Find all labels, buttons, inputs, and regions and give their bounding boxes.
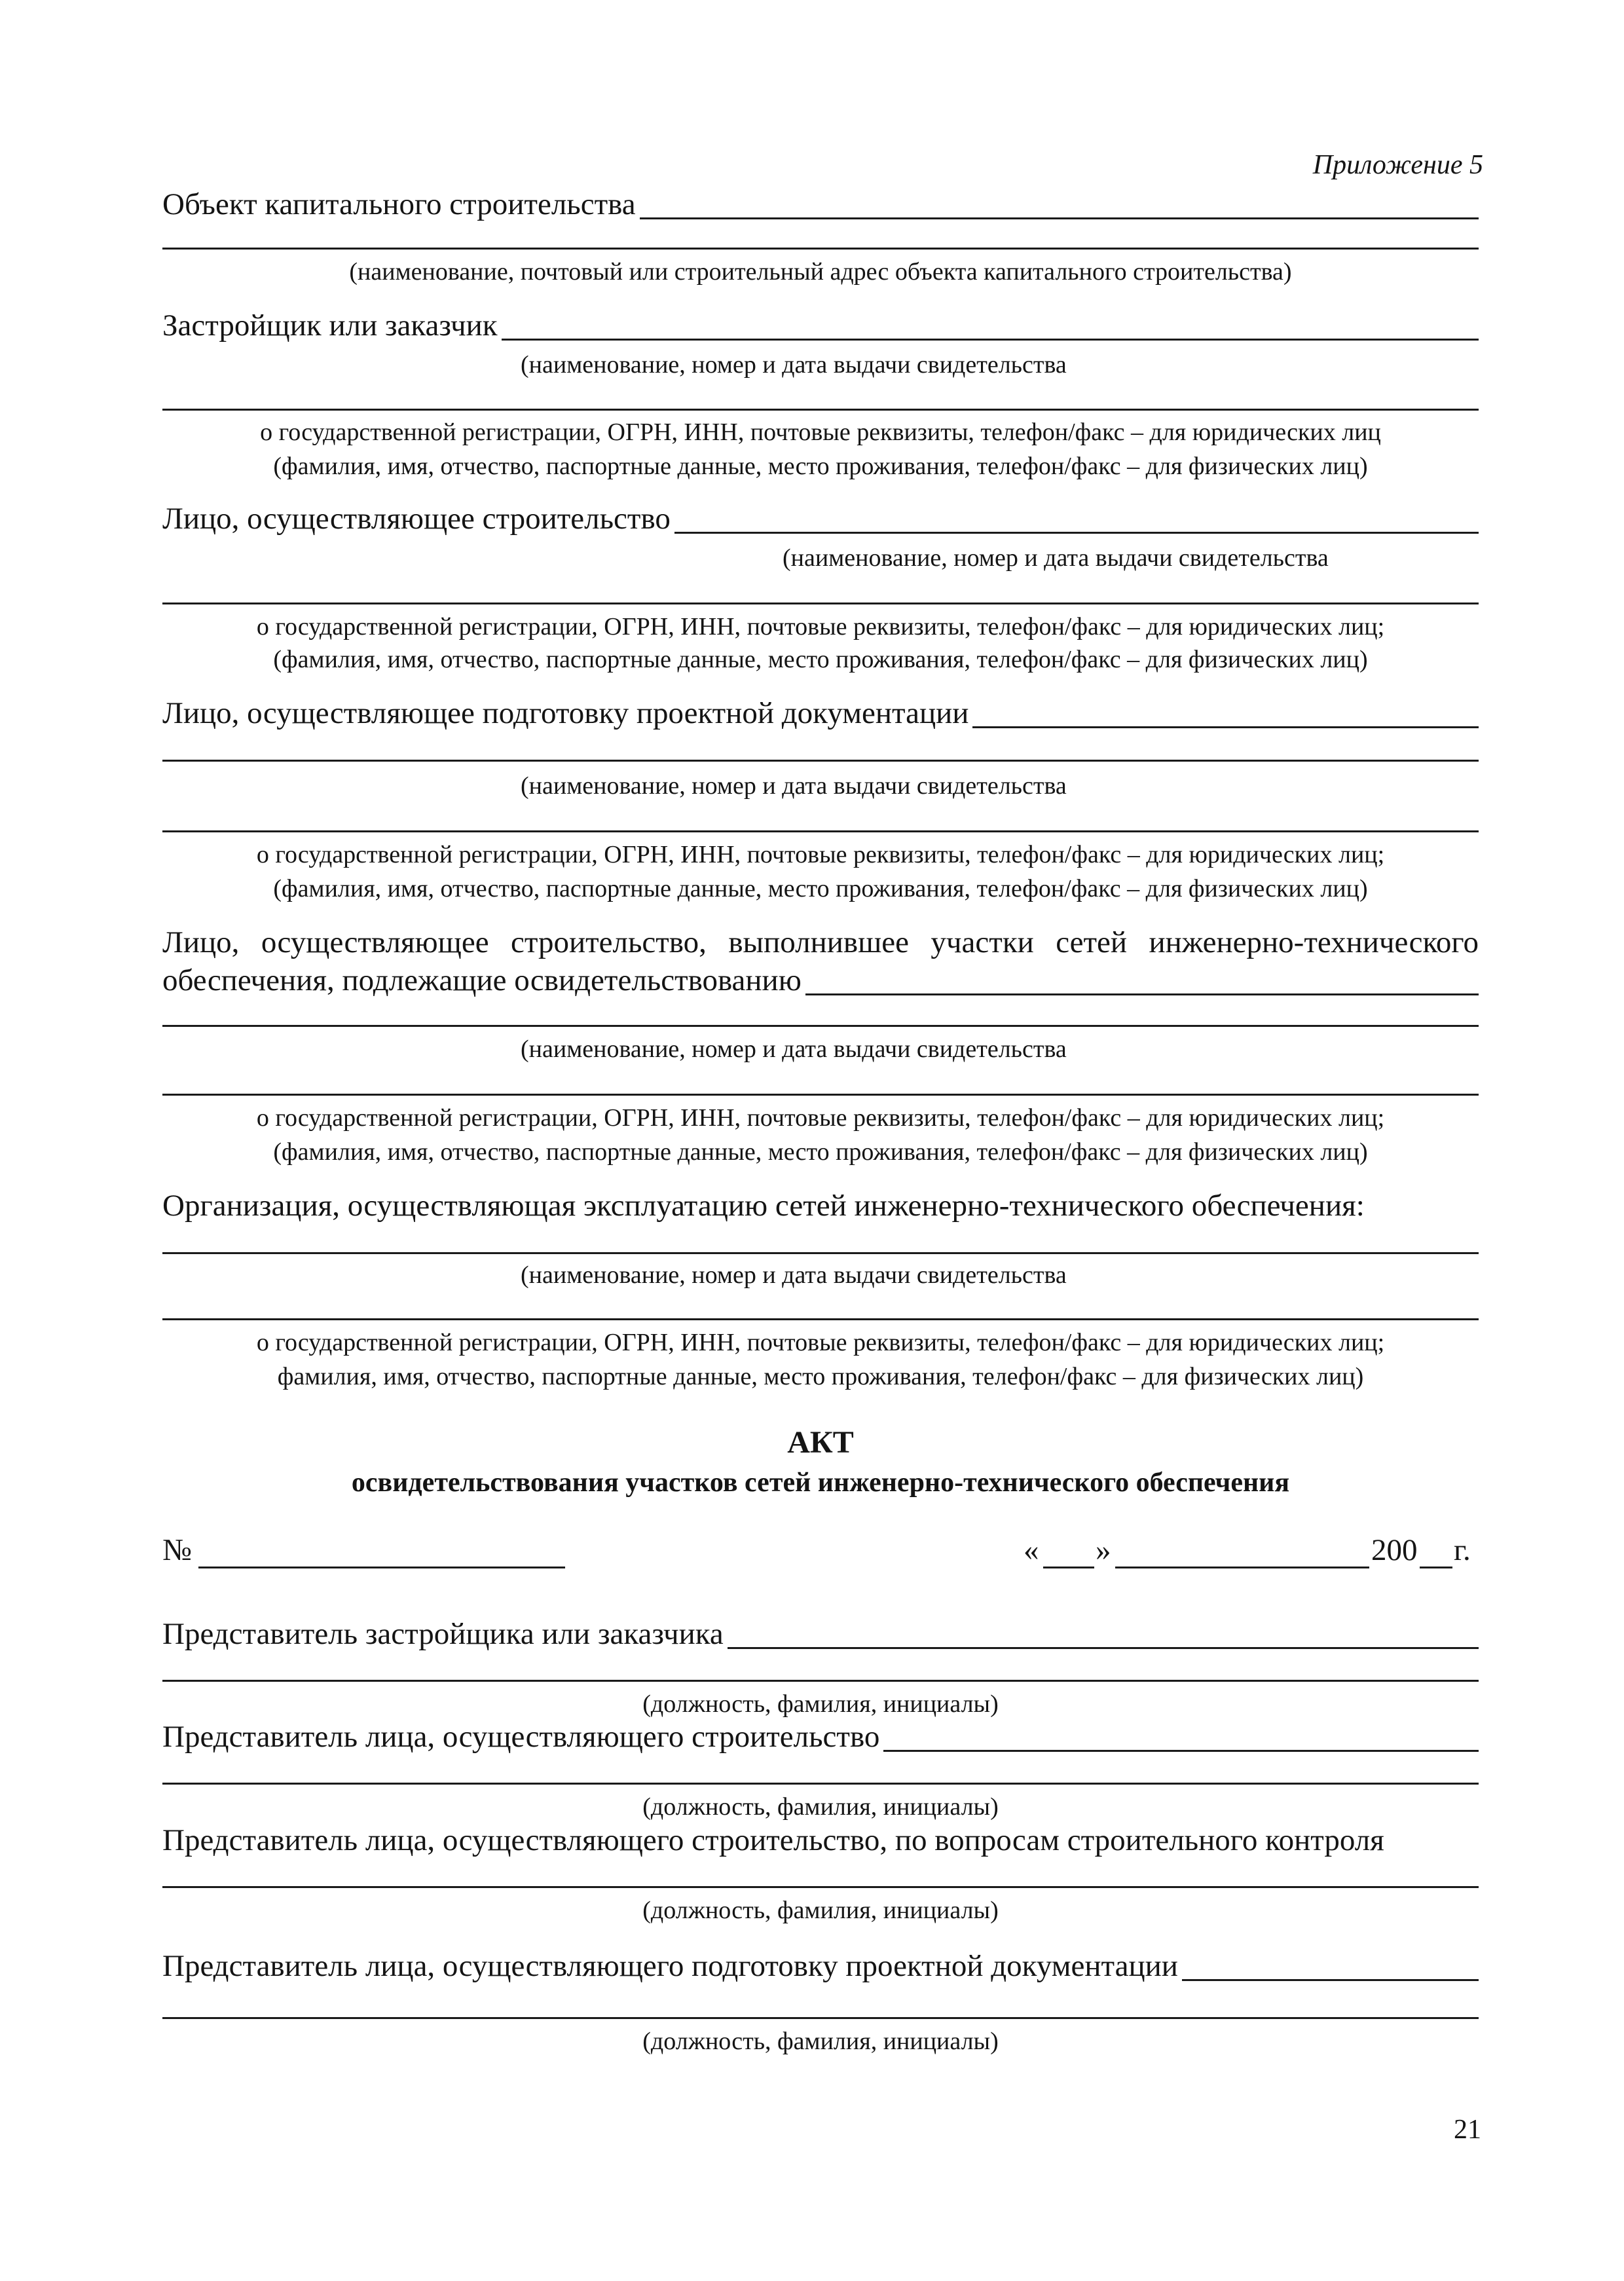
network-builder-input-line[interactable] [805,993,1479,995]
rep4-caption: (должность, фамилия, инициалы) [642,2028,999,2055]
network-builder-line-2[interactable] [162,1025,1479,1027]
designer-input-line[interactable] [972,726,1479,728]
rep1-line-2[interactable] [162,1680,1479,1682]
network-builder-caption-2: о государственной регистрации, ОГРН, ИНН, почтовые реквизиты, телефон/факс – для юридических лиц; [256,1104,1385,1132]
rep4-label: Представитель лица, осуществляющего подготовку проектной документации [162,1949,1178,1983]
rep2-input-line[interactable] [883,1750,1479,1752]
rep3-field [162,1823,1479,1862]
network-builder-label-line-1: Лицо, осуществляющее строительство, выполнившее участки сетей инженерно-технического [162,925,1479,959]
network-builder-field[interactable] [162,963,1479,1002]
designer-caption-3: (фамилия, имя, отчество, паспортные данные, место проживания, телефон/факс – для физических лиц) [273,875,1368,902]
operator-caption-2: о государственной регистрации, ОГРН, ИНН, почтовые реквизиты, телефон/факс – для юридических лиц; [256,1329,1385,1356]
rep4-input-line[interactable] [1182,1979,1479,1981]
network-builder-caption-3: (фамилия, имя, отчество, паспортные данные, место проживания, телефон/факс – для физических лиц) [273,1138,1368,1166]
developer-caption-1: (наименование, номер и дата выдачи свидетельства [521,351,1067,379]
builder-caption-3: (фамилия, имя, отчество, паспортные данные, место проживания, телефон/факс – для физических лиц) [273,646,1368,673]
developer-caption-2: о государственной регистрации, ОГРН, ИНН, почтовые реквизиты, телефон/факс – для юридических лиц [260,418,1381,446]
quote-close: » [1096,1533,1111,1567]
rep1-field[interactable] [162,1616,1479,1656]
developer-label: Застройщик или заказчик [162,308,498,343]
act-subtitle: освидетельствования участков сетей инженерно-технического обеспечения [351,1468,1290,1498]
builder-caption-1: (наименование, номер и дата выдачи свидетельства [783,544,1329,572]
act-title: АКТ [787,1425,854,1460]
number-sign: № [162,1533,192,1567]
rep2-line-2[interactable] [162,1783,1479,1785]
operator-line-1[interactable] [162,1252,1479,1254]
designer-line-2[interactable] [162,760,1479,762]
operator-label: Организация, осуществляющая эксплуатацию сетей инженерно-технического обеспечения: [162,1189,1365,1223]
rep2-label: Представитель лица, осуществляющего строительство [162,1720,880,1754]
object-line-2[interactable] [162,248,1479,250]
year-input-line[interactable] [1420,1567,1452,1568]
object-caption: (наименование, почтовый или строительный адрес объекта капитального строительства) [349,258,1292,286]
developer-caption-3: (фамилия, имя, отчество, паспортные данные, место проживания, телефон/факс – для физических лиц) [273,453,1368,480]
month-input-line[interactable] [1115,1567,1369,1568]
network-builder-line-3[interactable] [162,1094,1479,1096]
designer-caption-1: (наименование, номер и дата выдачи свидетельства [521,772,1067,800]
year-suffix: г. [1454,1533,1471,1567]
rep3-line[interactable] [162,1886,1479,1888]
rep2-field[interactable] [162,1719,1479,1758]
act-number-date-row [162,1532,1479,1574]
appendix-label: Приложение 5 [1312,150,1483,180]
network-builder-label-line-2: обеспечения, подлежащие освидетельствованию [162,963,802,997]
rep2-caption: (должность, фамилия, инициалы) [642,1793,999,1821]
designer-caption-2: о государственной регистрации, ОГРН, ИНН, почтовые реквизиты, телефон/факс – для юридических лиц; [256,841,1385,868]
designer-field[interactable] [162,695,1479,735]
rep3-caption: (должность, фамилия, инициалы) [642,1897,999,1924]
operator-caption-3: фамилия, имя, отчество, паспортные данные, место проживания, телефон/факс – для физических лиц) [277,1363,1364,1390]
act-number-input-line[interactable] [198,1567,565,1568]
object-label: Объект капитального строительства [162,187,636,221]
quote-open: « [1024,1533,1039,1567]
rep4-field[interactable] [162,1948,1479,1988]
network-builder-caption-1: (наименование, номер и дата выдачи свидетельства [521,1035,1067,1063]
object-input-line[interactable] [640,217,1479,219]
rep3-label: Представитель лица, осуществляющего строительство, по вопросам строительного контроля [162,1823,1384,1857]
builder-input-line[interactable] [674,532,1479,534]
builder-line-2[interactable] [162,603,1479,604]
developer-input-line[interactable] [502,339,1479,341]
builder-field[interactable] [162,501,1479,540]
rep4-line-2[interactable] [162,2017,1479,2019]
rep1-label: Представитель застройщика или заказчика [162,1617,724,1651]
operator-caption-1: (наименование, номер и дата выдачи свидетельства [521,1261,1067,1289]
developer-line-2[interactable] [162,409,1479,411]
year-prefix: 200 [1371,1533,1418,1567]
designer-label: Лицо, осуществляющее подготовку проектной документации [162,696,969,730]
day-input-line[interactable] [1043,1567,1094,1568]
designer-line-3[interactable] [162,830,1479,832]
builder-caption-2: о государственной регистрации, ОГРН, ИНН, почтовые реквизиты, телефон/факс – для юридических лиц; [256,613,1385,640]
page-number: 21 [1454,2115,1481,2145]
builder-label: Лицо, осуществляющее строительство [162,502,671,536]
object-field[interactable] [162,187,1479,226]
rep1-input-line[interactable] [728,1647,1479,1649]
rep1-caption: (должность, фамилия, инициалы) [642,1690,999,1718]
operator-line-2[interactable] [162,1318,1479,1320]
developer-field[interactable] [162,308,1479,347]
